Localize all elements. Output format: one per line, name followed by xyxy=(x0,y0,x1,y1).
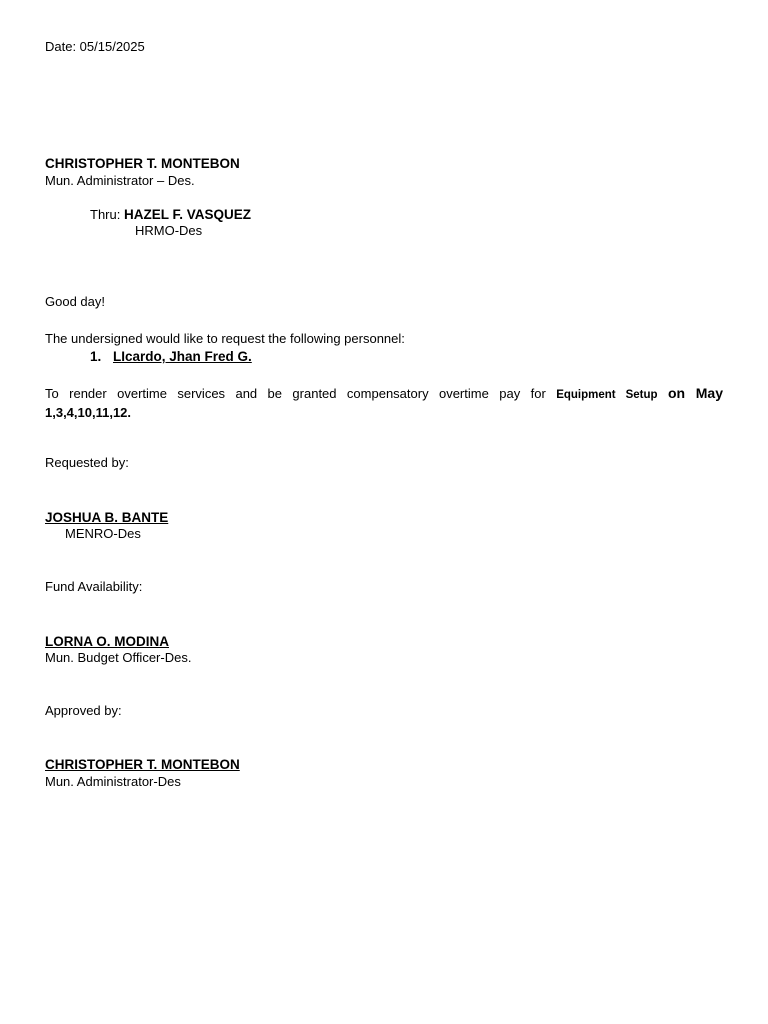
thru-label: Thru: xyxy=(90,207,121,222)
render-dates: 1,3,4,10,11,12. xyxy=(45,405,132,420)
thru-line xyxy=(90,207,251,223)
requested-position: MENRO-Des xyxy=(65,526,141,541)
requested-name: JOSHUA B. BANTE xyxy=(45,510,169,525)
render-paragraph xyxy=(45,385,723,421)
approved-label: Approved by: xyxy=(45,703,122,718)
date-line: Date: 05/15/2025 xyxy=(45,39,145,54)
greeting: Good day! xyxy=(45,294,105,309)
fund-name: LORNA O. MODINA xyxy=(45,634,169,649)
thru-position: HRMO-Des xyxy=(135,223,203,238)
addressee-position: Mun. Administrator – Des. xyxy=(45,173,195,188)
approved-name: CHRISTOPHER T. MONTEBON xyxy=(45,757,240,772)
fund-position: Mun. Budget Officer-Des. xyxy=(45,650,192,665)
render-activity: Equipment Setup xyxy=(556,389,658,401)
render-first-line xyxy=(45,385,723,404)
approved-position: Mun. Administrator-Des xyxy=(45,774,181,789)
render-on-may: on May xyxy=(667,385,724,401)
request-intro: The undersigned would like to request the following personnel: xyxy=(45,331,405,346)
thru-name: HAZEL F. VASQUEZ xyxy=(123,207,251,222)
render-prefix: To render overtime services and be granted compensatory overtime pay for xyxy=(45,386,546,401)
addressee-name: CHRISTOPHER T. MONTEBON xyxy=(45,156,240,171)
personnel-list-item xyxy=(90,348,252,365)
requested-label: Requested by: xyxy=(45,455,129,470)
personnel-number: 1. xyxy=(90,349,102,364)
personnel-name: LIcardo, Jhan Fred G. xyxy=(113,349,252,364)
fund-label: Fund Availability: xyxy=(45,579,143,594)
